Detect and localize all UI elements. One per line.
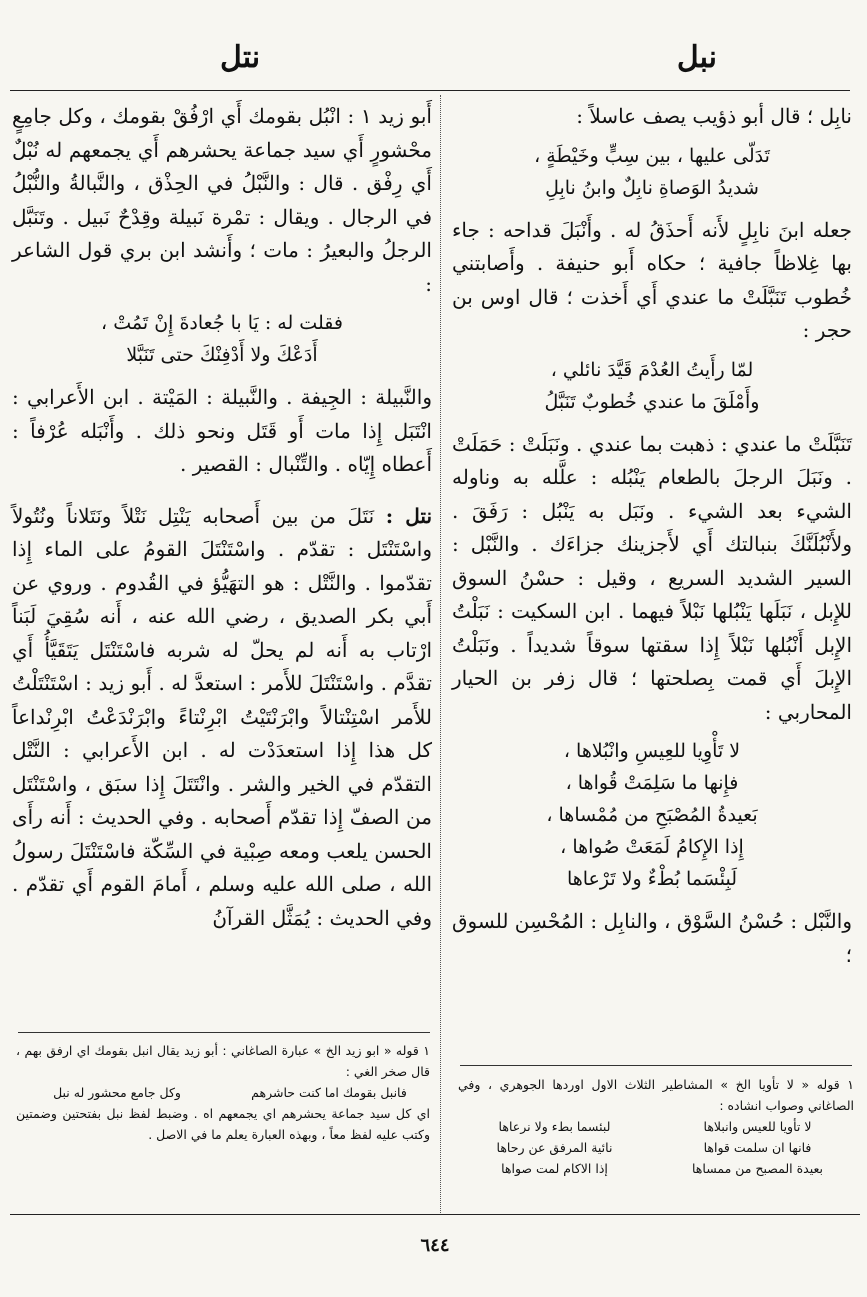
left-verse-1 (12, 307, 432, 371)
header-rule (10, 90, 850, 91)
left-footnote (16, 1040, 430, 1145)
right-footnote (458, 1074, 854, 1179)
left-footnote-intro (16, 1040, 430, 1082)
right-paragraph-1: نابِل ؛ قال أبو ذؤيب يصف عاسلاً : (576, 104, 852, 128)
verse-line: تَدَلّى عليها ، بين سِبٍّ وخَيْطَةٍ ، (534, 144, 770, 167)
right-verse-1 (452, 140, 852, 204)
entry-text: نَتَلَ من بين أَصحابه يَنْتِل نَتْلاً ونَتَلاناً ونُتُولاً واسْتَنْتَل : تقدّم . واسْتَنْتَلَ القومُ على الماء إِذا تقدّموا . والنَّتْل : هو التهَيُّؤ في القُدوم . وروي عن أَبي بكر الصديق ، رضي الله عنه ، أَنه سُقِيَ لَبَناً ارْتاب به أَنه لم يحلّ له شربه فاسْتَنْتَل يَتَقَيَّأُ أَي تقدَّم . واسْتَنْتَلَ للأَمر : استعدَّ له . أَبو زيد : اسْتَنْتَلْتُ للأَمر اسْتِنْتالاً وابْرَنْتَيْتُ ابْرِنْتاءً وابْرَنْدَعْتُ ابْرِنْداعاً كل هذا إِذا استعدَدْت له . ابن الأَعرابي : النَّتْل التقدّم في الخير والشر . وانْتَتَلَ إِذا سبَق ، واسْتَنْتَل من الصفّ إِذا تقدّم أَصحابه . وفي الحديث : أَنه رأَى الحسن يلعب ومعه صِبْية في السِّكّة فاسْتَنْتَلَ رسولُ الله ، صلى الله عليه وسلم ، أَمامَ القوم أَي تقدّم . وفي الحديث : يُمَثَّل القرآنُ (12, 503, 432, 930)
left-footnote-verse (16, 1082, 430, 1103)
footnote-text: قوله « لا تأويا الخ » المشاطير الثلاث الاول اوردها الجوهري ، وفي الصاغاني وصواب انشاده : (458, 1077, 854, 1113)
left-column (12, 100, 432, 935)
verse-line: إِذا الإِكامُ لَمَعَتْ صُواها ، (560, 836, 744, 858)
page-number: ٦٤٤ (420, 1235, 450, 1256)
verse-line: فقلت له : يَا با جُعادةَ إِنْ تَمُتْ ، (101, 312, 343, 334)
right-verse-3 (452, 735, 852, 895)
header-root-right: نبل (676, 40, 717, 75)
verse-line: فإِنها ما سَلِمَتْ قُواها ، (565, 772, 739, 794)
right-paragraph-4: والنَّبْل : حُسْنُ السَّوْق ، والنابِل : المُحْسِن للسوق ؛ (452, 909, 852, 967)
footnote-text: قوله « ابو زيد الخ » عبارة الصاغاني : أبو زيد يقال انبل بقومك اي ارفق بهم ، قال صخر الغي : (16, 1043, 430, 1079)
footnote-verse-line: لا تأويا للعيس وانبلاها (703, 1119, 812, 1134)
right-paragraph-3: تَنَبَّلَتْ ما عندي : ذهبت بما عندي . ونَبَلَتْ : حَمَلَتْ . ونَبَلَ الرجلَ بالطعام يَنْبُله : علَّله به وناوله الشيء بعد الشيء . ونَبَل به يَنْبُل : رَفَقَ . ولأَنْبُلَنَّكَ بنبالتك أَي لأَجزينك جزاءَك . والنَّبْل : السير الشديد السريع ، وقيل : حسْنُ السوق للإِبل ، نَبَلَها يَنْبُلها نَبْلاً فيهما . ابن السكيت : نَبَلْتُ الإِبل أَنْبُلها نَبْلاً إِذا سقتها سوقاً شديداً . ونَبَلْتُ الإِبلَ أَي قمت بِصلحتها ؛ قال زفر بن الحيار المحاربي : (452, 431, 852, 724)
verse-line: وأَمْلَقَ ما عندي خُطوبٌ تَنَبَّلُ (544, 390, 760, 413)
left-footnote-end: اي كل سيد جماعة يحشرهم اي يجمعهم اه . وضبط لفظ نبل بفتحتين وضمتين وكتب عليه لفظ معاً ، وبهذه العبارة يعلم ما في الاصل . (16, 1106, 430, 1142)
right-footnote-intro (458, 1074, 854, 1116)
page-header (0, 40, 867, 90)
footnote-verse-line: فانها ان سلمت قواها (703, 1140, 812, 1155)
footnote-verse-line: لبئسما بطء ولا نرعاها (498, 1119, 611, 1134)
footnote-verse-line: بعيدة المصبح من ممساها (692, 1161, 823, 1176)
verse-line: لمّا رأَيتُ العُدْمَ قَيَّدَ نائلي ، (550, 358, 754, 381)
entry-headword: نتل : (385, 503, 433, 528)
verse-line: لا تَأْوِيا للعِيسِ وانْبُلاها ، (563, 740, 741, 762)
right-footnote-rule (460, 1065, 852, 1066)
verse-line: بَعيدةُ المُصْبَحِ من مُمْساها ، (546, 804, 758, 826)
left-paragraph-2: والنَّبيلة : الجِيفة . والنَّبيلة : المَيْتة . ابن الأَعرابي : انْتَبَل إِذا مات أَو قَتَل ونحو ذلك . وأَنْبَله عُرْفاً : أَعطاه إِيّاه . والتِّنْبال : القصير . (12, 385, 432, 476)
left-paragraph-1: أَبو زيد ١ : انْبُل بقومك أَي ارْفُقْ بقومك ، وكل جامِعٍ محْشورٍ أَي سيد جماعة يحشرهم أَي يجمعهم له نُبْلٌ أَي رِفْق . قال : والنَّبْلُ في الحِذْق ، والنَّبالةُ والنُّبْلُ في الرجال . ويقال : تمْرة نَبيلة وقِدْحٌ نَبيل . وتَنَبَّل الرجلُ والبعيرُ : مات ؛ وأَنشد ابن بري قول الشاعر : (12, 104, 432, 296)
right-paragraph-2: جعله ابنَ نابِلٍ لأَنه أَحذَقُ له . وأَنْبَلَ قداحه : جاء بها غِلاظاً جافية ؛ حكاه أَبو حنيفة . وأَصابتني خُطوب تَنَبَّلَتْ ما عندي أَي أَخذت ؛ قال اوس بن حجر : (452, 217, 852, 342)
right-verse-2 (452, 354, 852, 418)
verse-line: شديدُ الوَصاةِ نابِلٌ وابنُ نابِلِ (545, 176, 759, 199)
footnote-marker: ١ (847, 1077, 854, 1092)
right-column (452, 100, 852, 972)
right-footnote-verse (458, 1116, 854, 1179)
footnote-verse-line: نائية المرفق عن رحاها (496, 1140, 613, 1155)
column-divider (440, 95, 441, 1215)
entry-natala (12, 500, 432, 936)
footnote-verse-line: فانبل بقومك اما كنت حاشرهم (251, 1085, 407, 1100)
bottom-rule (10, 1214, 860, 1215)
entry-gap (12, 482, 432, 500)
footnote-marker: ١ (423, 1043, 430, 1058)
verse-line: لَبِئْسَما بُطْءٌ ولا تَرْعاها (566, 868, 738, 890)
footnote-verse-line: وكل جامع محشور له نبل (53, 1085, 181, 1100)
left-footnote-rule (18, 1032, 430, 1033)
header-root-left: نتل (220, 40, 261, 75)
footnote-verse-line: إذا الاكام لمت صواها (501, 1161, 608, 1176)
verse-line: أَدَعْكَ ولا أَدْفِنْكَ حتى تَنَبَّلا (126, 344, 318, 366)
